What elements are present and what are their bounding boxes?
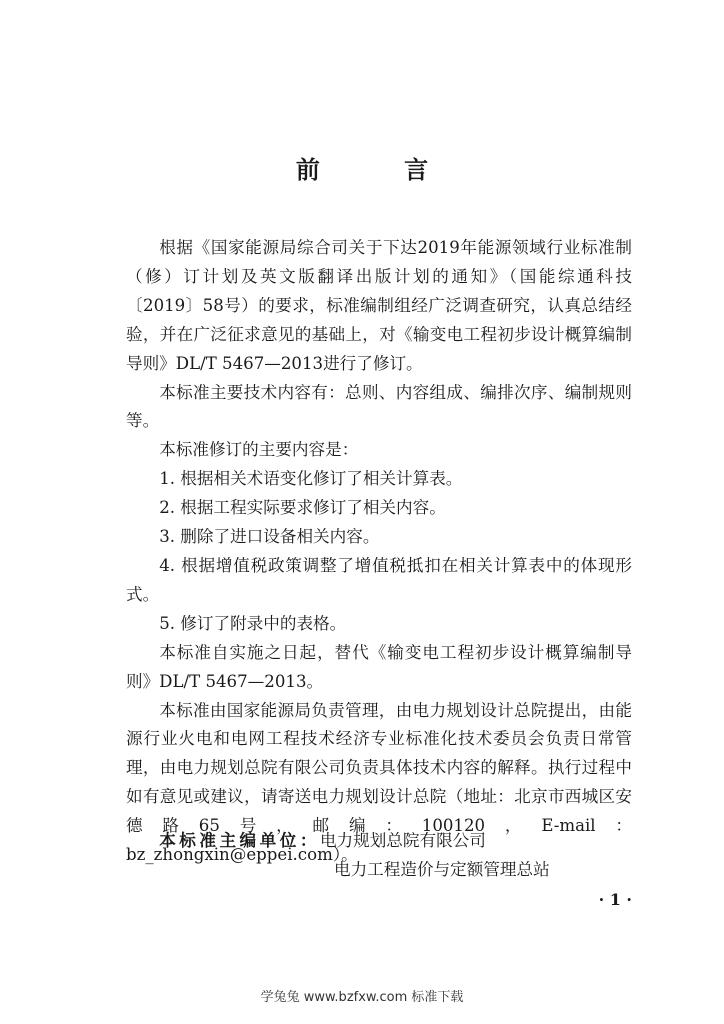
paragraph-revision-basis: 根据《国家能源局综合司关于下达2019年能源领域行业标准制（修）订计划及英文版翻译出版计划的通知》（国能综通科技〔2019〕58号）的要求，标准编制组经广泛调查研究，认真总结经验，并在广泛征求意见的基础上，对《输变电工程初步设计概算编制导则》DL/T 5467—2013进行了修订。 (126, 238, 632, 373)
list-item-revision-2: 2. 根据工程实际要求修订了相关内容。 (159, 498, 446, 518)
paragraph-replacement: 本标准自实施之日起，替代《输变电工程初步设计概算编制导则》DL/T 5467—2013。 (126, 642, 632, 691)
list-item-revision-4: 4. 根据增值税政策调整了增值税抵扣在相关计算表中的体现形式。 (126, 555, 632, 604)
page-number: · 1 · (598, 890, 632, 909)
paragraph-management: 本标准由国家能源局负责管理，由电力规划设计总院提出，由能源行业火电和电网工程技术经济专业标准化技术委员会负责日常管理，由电力规划总院有限公司负责具体技术内容的解释。执行过程中如有意见或建议，请寄送电力规划设计总院（地址：北京市西城区安德路65号，邮编：100120，E-mail：bz_zhongxin@eppei.com）。 (126, 700, 632, 865)
paragraph-main-content: 本标准主要技术内容有：总则、内容组成、编排次序、编制规则等。 (126, 382, 632, 431)
list-item-revision-1: 1. 根据相关术语变化修订了相关计算表。 (159, 469, 463, 489)
foreword-body (126, 234, 632, 870)
editor-org-secondary: 电力工程造价与定额管理总站 (334, 859, 550, 879)
editor-org-primary: 电力规划总院有限公司 (319, 831, 486, 850)
footer-watermark: 学兔兔 www.bzfxw.com 标准下载 (260, 990, 464, 1005)
editor-label: 本标准主编单位： (159, 830, 320, 850)
list-item-revision-5: 5. 修订了附录中的表格。 (159, 613, 347, 633)
paragraph-revision-intro: 本标准修订的主要内容是： (159, 440, 359, 460)
list-item-revision-3: 3. 删除了进口设备相关内容。 (159, 527, 380, 547)
page-title: 前 言 (295, 155, 467, 184)
editor-organizations (126, 826, 632, 885)
